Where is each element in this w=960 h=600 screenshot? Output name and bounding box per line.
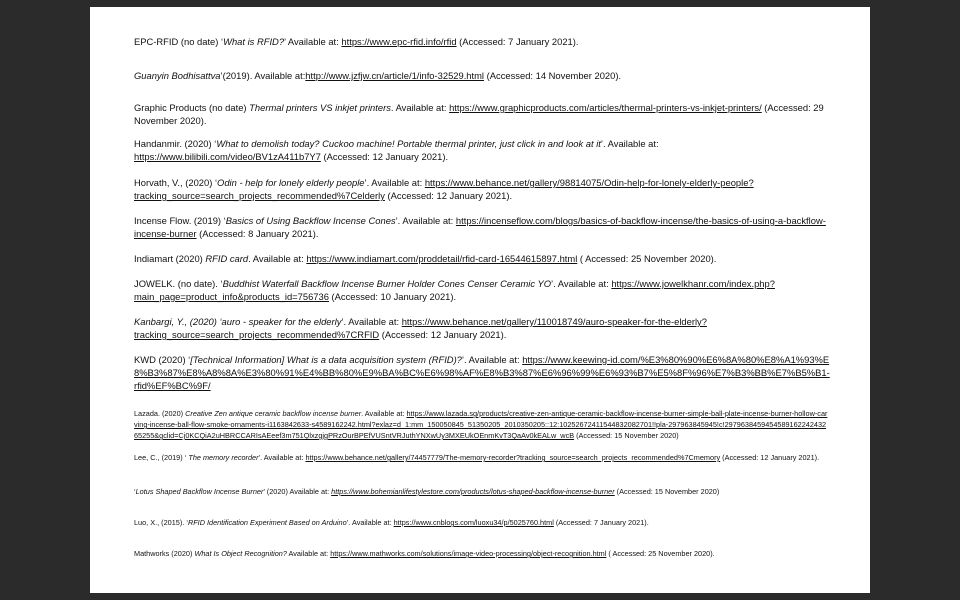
ref-accessed: (Accessed: 15 November 2020) <box>574 431 679 440</box>
ref-accessed: (Accessed: 12 January 2021). <box>320 151 449 162</box>
ref-link[interactable]: https://www.behance.net/gallery/110018749/auro-speaker-for-the-elderly?tracking_source=search_projects_recommended%7CRFID <box>134 316 707 340</box>
ref-available: ’. Available at: <box>600 138 659 149</box>
document-page <box>90 7 870 593</box>
ref-accessed: (Accessed: 7 January 2021). <box>553 518 649 527</box>
ref-author: EPC-RFID (no date) ‘ <box>134 36 224 47</box>
ref-link[interactable]: https://www.graphicproducts.com/articles/thermal-printers-vs-inkjet-printers/ <box>449 102 762 113</box>
ref-author: Incense Flow. (2019) ‘ <box>134 215 226 226</box>
ref-link[interactable]: https://www.keewing-id.com/%E3%80%90%E6%8A%80%E8%A1%93%E8%B3%87%E8%A8%8A%E3%80%91%E4%BB%80%E9%BA%BC%E6%98%AF%E8%B3%87%E6%96%99%E6%93%B7%E5%8F%96%E7%B3%BB%E7%B5%B1-rfid%EF%BC%9F/ <box>134 354 830 391</box>
ref-link[interactable]: https://www.bilibili.com/video/BV1zA411b7Y7 <box>134 151 321 162</box>
ref-title: What Is Object Recognition? <box>194 549 287 558</box>
ref-title: Basics of Using Backflow Incense Cones <box>225 215 396 226</box>
ref-link[interactable]: https://www.mathworks.com/solutions/image-video-processing/object-recognition.html <box>330 549 607 558</box>
ref-accessed: ( Accessed: 25 November 2020). <box>577 253 717 264</box>
ref-available: . Available at: <box>248 253 307 264</box>
reference-item <box>134 69 621 82</box>
ref-link[interactable]: https://www.cnblogs.com/luoxu34/p/5025760.html <box>393 518 554 527</box>
ref-title: Odin - help for lonely elderly people <box>217 177 365 188</box>
ref-accessed: (Accessed: 12 January 2021). <box>379 329 507 340</box>
reference-item <box>134 315 830 341</box>
ref-accessed: (Accessed: 10 January 2021). <box>328 291 457 302</box>
ref-author: Luo, X., (2015). ‘ <box>134 518 188 527</box>
reference-item <box>134 214 830 240</box>
ref-link[interactable]: https://www.behance.net/gallery/74457779/The-memory-recorder?tracking_source=search_projects_recommended%7Cmemory <box>305 453 721 462</box>
reference-item <box>134 252 716 265</box>
ref-title: [Technical Information] What is a data acquisition system (RFID)? <box>190 354 462 365</box>
reference-item <box>134 35 579 48</box>
ref-link[interactable]: https://www.jowelkhanr.com/index.php?main_page=product_info&products_id=756736 <box>134 278 775 302</box>
ref-title: Guanyin Bodhisattva <box>134 70 221 81</box>
ref-accessed: (Accessed: 7 January 2021). <box>456 36 579 47</box>
ref-available: ’. Available at: <box>551 278 612 289</box>
ref-author: Graphic Products (no date) <box>134 102 250 113</box>
reference-item <box>134 548 715 559</box>
ref-available: ’. Available at: <box>364 177 425 188</box>
ref-available: ’. Available at: <box>341 316 402 327</box>
ref-accessed: (Accessed: 8 January 2021). <box>196 228 319 239</box>
reference-item <box>134 137 830 163</box>
reference-item <box>134 277 830 303</box>
ref-available: ’. Available at: <box>461 354 523 365</box>
ref-available: Available at: <box>286 549 331 558</box>
ref-author: Mathworks (2020) <box>134 549 195 558</box>
ref-title: RFID Identification Experiment Based on Arduino <box>187 518 347 527</box>
ref-author: Indiamart (2020) <box>134 253 206 264</box>
ref-title: Kanbargi, Y., (2020) ‘auro - speaker for the elderly <box>134 316 342 327</box>
ref-accessed: (Accessed: 15 November 2020) <box>614 487 720 496</box>
ref-available: ’ (2020) Available at: <box>263 487 332 496</box>
ref-available: ’. Available at: <box>346 518 394 527</box>
ref-author: JOWELK. (no date). ‘ <box>134 278 223 289</box>
ref-link[interactable]: https://www.epc-rfid.info/rfid <box>341 36 457 47</box>
ref-title: Creative Zen antique ceramic backflow incense burner <box>185 409 362 418</box>
ref-title: What to demolish today? Cuckoo machine! Portable thermal printer, just click in and look at it <box>216 138 601 149</box>
ref-link[interactable]: https://www.behance.net/gallery/98814075/Odin-help-for-lonely-elderly-people?tracking_source=search_projects_recommended%7Celderly <box>134 177 754 201</box>
reference-item <box>134 101 830 127</box>
ref-available: . Available at: <box>361 409 407 418</box>
ref-accessed: ( Accessed: 25 November 2020). <box>606 549 715 558</box>
ref-link[interactable]: https://www.indiamart.com/proddetail/rfid-card-16544615897.html <box>306 253 578 264</box>
ref-available: . Available at: <box>390 102 450 113</box>
reference-item <box>134 486 719 497</box>
ref-title: RFID card <box>205 253 249 264</box>
ref-author: Handanmir. (2020) ‘ <box>134 138 217 149</box>
ref-author: Lee, C., (2019) ‘ <box>134 453 189 462</box>
ref-title: Thermal printers VS inkjet printers <box>249 102 391 113</box>
reference-item <box>134 353 830 392</box>
ref-author: ‘ <box>134 487 136 496</box>
ref-available: ’ Available at: <box>284 36 342 47</box>
ref-accessed: (Accessed: 14 November 2020). <box>484 70 622 81</box>
ref-author: KWD (2020) ‘ <box>134 354 191 365</box>
reference-item <box>134 408 830 441</box>
ref-title: Buddhist Waterfall Backflow Incense Burner Holder Cones Censer Ceramic YO <box>222 278 552 289</box>
reference-item <box>134 176 830 202</box>
ref-title: The memory recorder <box>188 453 259 462</box>
ref-accessed: (Accessed: 12 January 2021). <box>720 453 820 462</box>
ref-author: Horvath, V., (2020) ‘ <box>134 177 218 188</box>
ref-available: ’. Available at: <box>395 215 456 226</box>
ref-link[interactable]: https://www.bohemianlifestylestore.com/products/lotus-shaped-backflow-incense-burner <box>331 487 615 496</box>
ref-available: ’. Available at: <box>258 453 306 462</box>
reference-item <box>134 452 819 463</box>
ref-link[interactable]: http://www.jzfjw.cn/article/1/info-32529.html <box>305 70 485 81</box>
ref-title: Lotus Shaped Backflow Incense Burner <box>135 487 264 496</box>
ref-accessed: (Accessed: 12 January 2021). <box>384 190 513 201</box>
ref-link[interactable]: https://www.lazada.sg/products/creative-zen-antique-ceramic-backflow-incense-burner-simple-ball-plate-incense-burner-hollow-carving-incense-ball-flow-smoke-ornaments-i1163842633-s4589162242.html?exlaz=d_1:mm_150050845_51350205_2010350205::12:10252672411544832082701!!pla-297963845945!c!297963845945458916224243265255&gclid=Cj0KCQiA2uHBRCCARIsAEeef3m751QlxzgjgPRzOurBPEfVUSntVRJuthYNXwUy3MXEUkOEnmKvT3QaAv0kEALw_wcB <box>134 409 828 440</box>
ref-accessed: (Accessed: 29 November 2020). <box>134 102 824 126</box>
ref-author: Lazada. (2020) <box>134 409 186 418</box>
ref-title: What is RFID? <box>223 36 285 47</box>
ref-available: ’(2019). Available at: <box>220 70 306 81</box>
reference-item <box>134 517 649 528</box>
ref-link[interactable]: https://incenseflow.com/blogs/basics-of-backflow-incense/the-basics-of-using-a-backflow-incense-burner <box>134 215 826 239</box>
